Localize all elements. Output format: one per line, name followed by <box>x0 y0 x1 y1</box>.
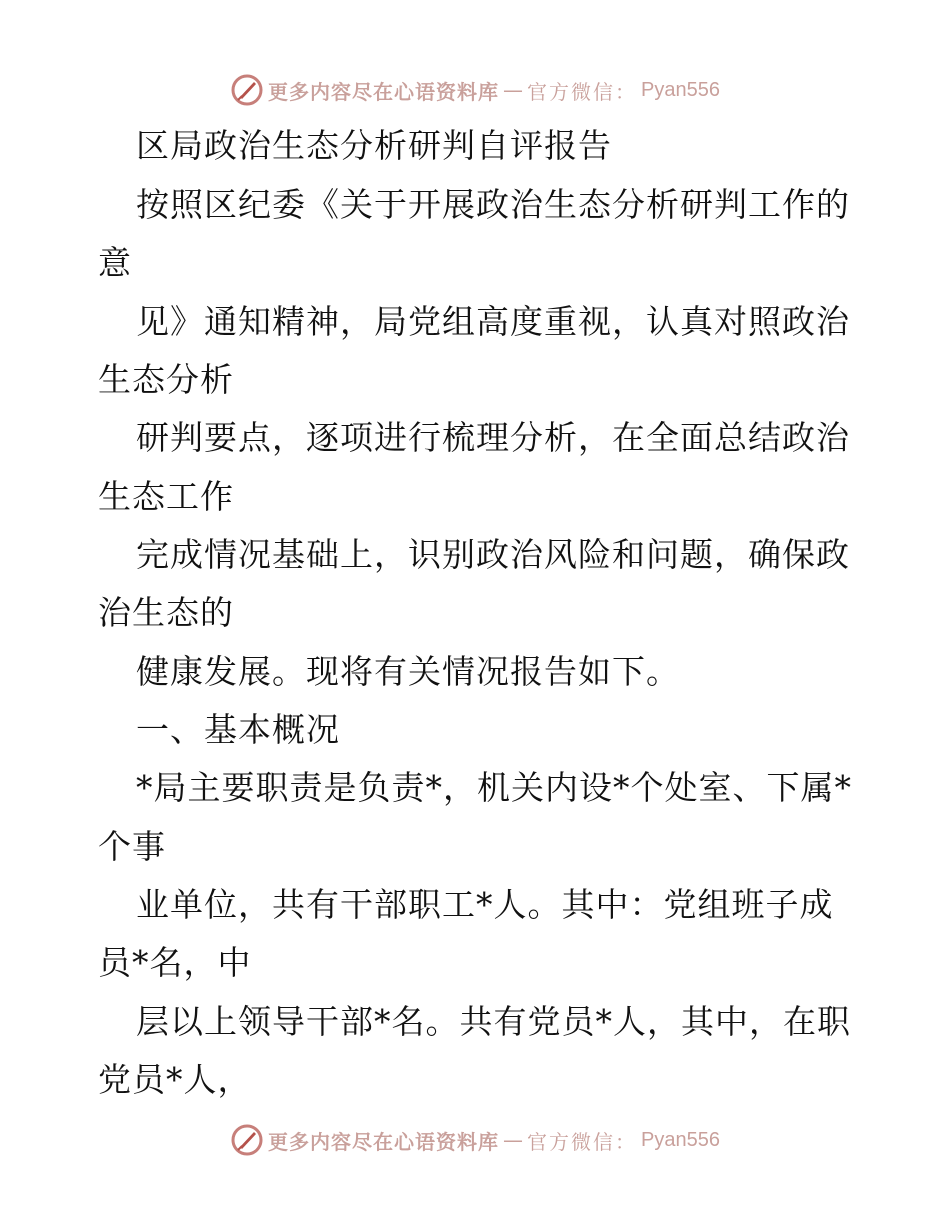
watermark-separator: — <box>503 78 524 102</box>
watermark-site-text: 更多内容尽在心语资料库 <box>268 1129 500 1154</box>
quill-logo-icon <box>230 1123 264 1157</box>
paragraph-line: 层以上领导干部*名。共有党员*人，其中，在职 <box>136 1002 851 1041</box>
paragraph-line: 党员*人， <box>98 1060 252 1099</box>
paragraph-line: 生态工作 <box>98 477 234 516</box>
watermark-contact-id: Pyan556 <box>641 78 720 101</box>
document-title: 区局政治生态分析研判自评报告 <box>136 126 612 165</box>
paragraph-line: 健康发展。现将有关情况报告如下。 <box>136 652 680 691</box>
paragraph-line: 见》通知精神，局党组高度重视，认真对照政治 <box>136 302 850 341</box>
header-watermark <box>0 70 950 110</box>
quill-logo-icon <box>230 73 264 107</box>
paragraph-line: 意 <box>98 243 132 282</box>
paragraph-line: 治生态的 <box>98 593 234 632</box>
footer-watermark <box>0 1120 950 1160</box>
watermark-separator: — <box>503 1128 524 1152</box>
section-heading: 一、基本概况 <box>136 710 340 749</box>
paragraph-line: 员*名，中 <box>98 943 252 982</box>
paragraph-line: 研判要点，逐项进行梳理分析，在全面总结政治 <box>136 418 850 457</box>
paragraph-line: 完成情况基础上，识别政治风险和问题，确保政 <box>136 535 850 574</box>
paragraph-line: 按照区纪委《关于开展政治生态分析研判工作的 <box>136 185 850 224</box>
watermark-contact-id: Pyan556 <box>641 1128 720 1151</box>
watermark-site-text: 更多内容尽在心语资料库 <box>268 79 500 104</box>
watermark-contact-label: 官方微信： <box>527 79 638 104</box>
paragraph-line: 生态分析 <box>98 360 234 399</box>
watermark-contact-label: 官方微信： <box>527 1129 638 1154</box>
paragraph-line: *局主要职责是负责*，机关内设*个处室、下属* <box>136 768 852 807</box>
paragraph-line: 业单位，共有干部职工*人。其中：党组班子成 <box>136 885 834 924</box>
paragraph-line: 个事 <box>98 827 166 866</box>
